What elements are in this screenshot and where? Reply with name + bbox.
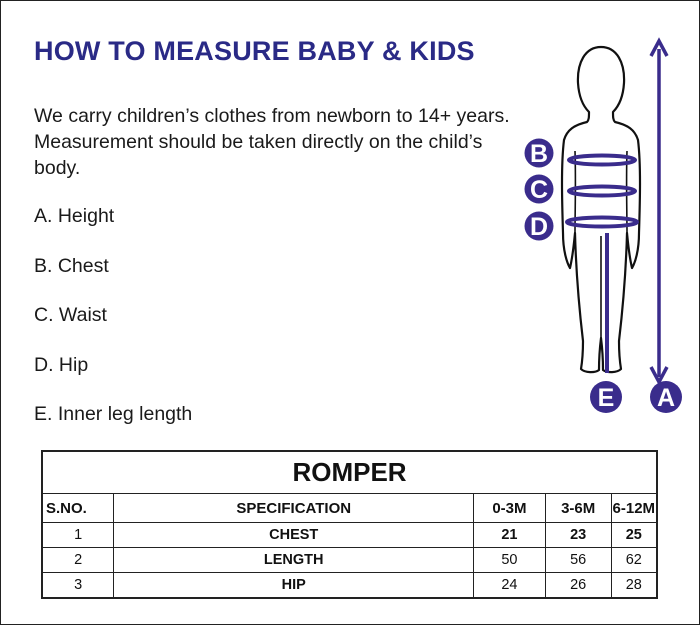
svg-text:E: E <box>597 384 615 412</box>
table-header-row <box>42 494 657 523</box>
header-specification: SPECIFICATION <box>114 494 474 523</box>
page-title: HOW TO MEASURE BABY & KIDS <box>34 36 475 66</box>
measurement-item-chest: B. Chest <box>34 254 109 277</box>
svg-text:C: C <box>529 176 549 204</box>
header-size-6-12m: 6-12M <box>611 494 657 523</box>
cell-value: 56 <box>545 548 611 573</box>
cell-sno: 2 <box>42 548 114 573</box>
svg-text:A: A <box>656 384 676 412</box>
measurement-item-height: A. Height <box>34 205 115 227</box>
marker-d <box>525 212 554 242</box>
cell-sno: 1 <box>42 523 114 548</box>
size-table <box>41 450 658 599</box>
table-caption: ROMPER <box>42 451 657 494</box>
measurement-item-waist: C. Waist <box>34 304 107 327</box>
table-row <box>42 548 657 573</box>
cell-spec: LENGTH <box>114 548 474 573</box>
cell-value: 25 <box>611 523 657 548</box>
measurement-list <box>34 203 192 451</box>
header-size-0-3m: 0-3M <box>474 494 546 523</box>
measurement-item-inner-leg: E. Inner leg length <box>34 403 193 426</box>
header-sno: S.NO. <box>42 494 114 523</box>
marker-b <box>525 139 554 169</box>
cell-spec: CHEST <box>114 523 474 548</box>
cell-sno: 3 <box>42 573 114 599</box>
intro-text: We carry children’s clothes from newborn to 14+ years. Measurement should be taken directly on the child’s body. <box>34 105 510 179</box>
cell-value: 62 <box>611 548 657 573</box>
cell-value: 28 <box>611 573 657 599</box>
cell-value: 23 <box>545 523 611 548</box>
cell-value: 24 <box>474 573 546 599</box>
table-row <box>42 573 657 599</box>
cell-spec: HIP <box>114 573 474 599</box>
romper-size-table <box>41 450 658 599</box>
cell-value: 26 <box>545 573 611 599</box>
cell-value: 21 <box>474 523 546 548</box>
measurement-item-hip: D. Hip <box>34 353 89 376</box>
marker-a <box>650 381 682 413</box>
header-size-3-6m: 3-6M <box>545 494 611 523</box>
table-row <box>42 523 657 548</box>
svg-text:B: B <box>529 140 549 168</box>
marker-e <box>590 381 622 413</box>
cell-value: 50 <box>474 548 546 573</box>
marker-c <box>525 175 554 205</box>
svg-text:D: D <box>529 213 549 241</box>
